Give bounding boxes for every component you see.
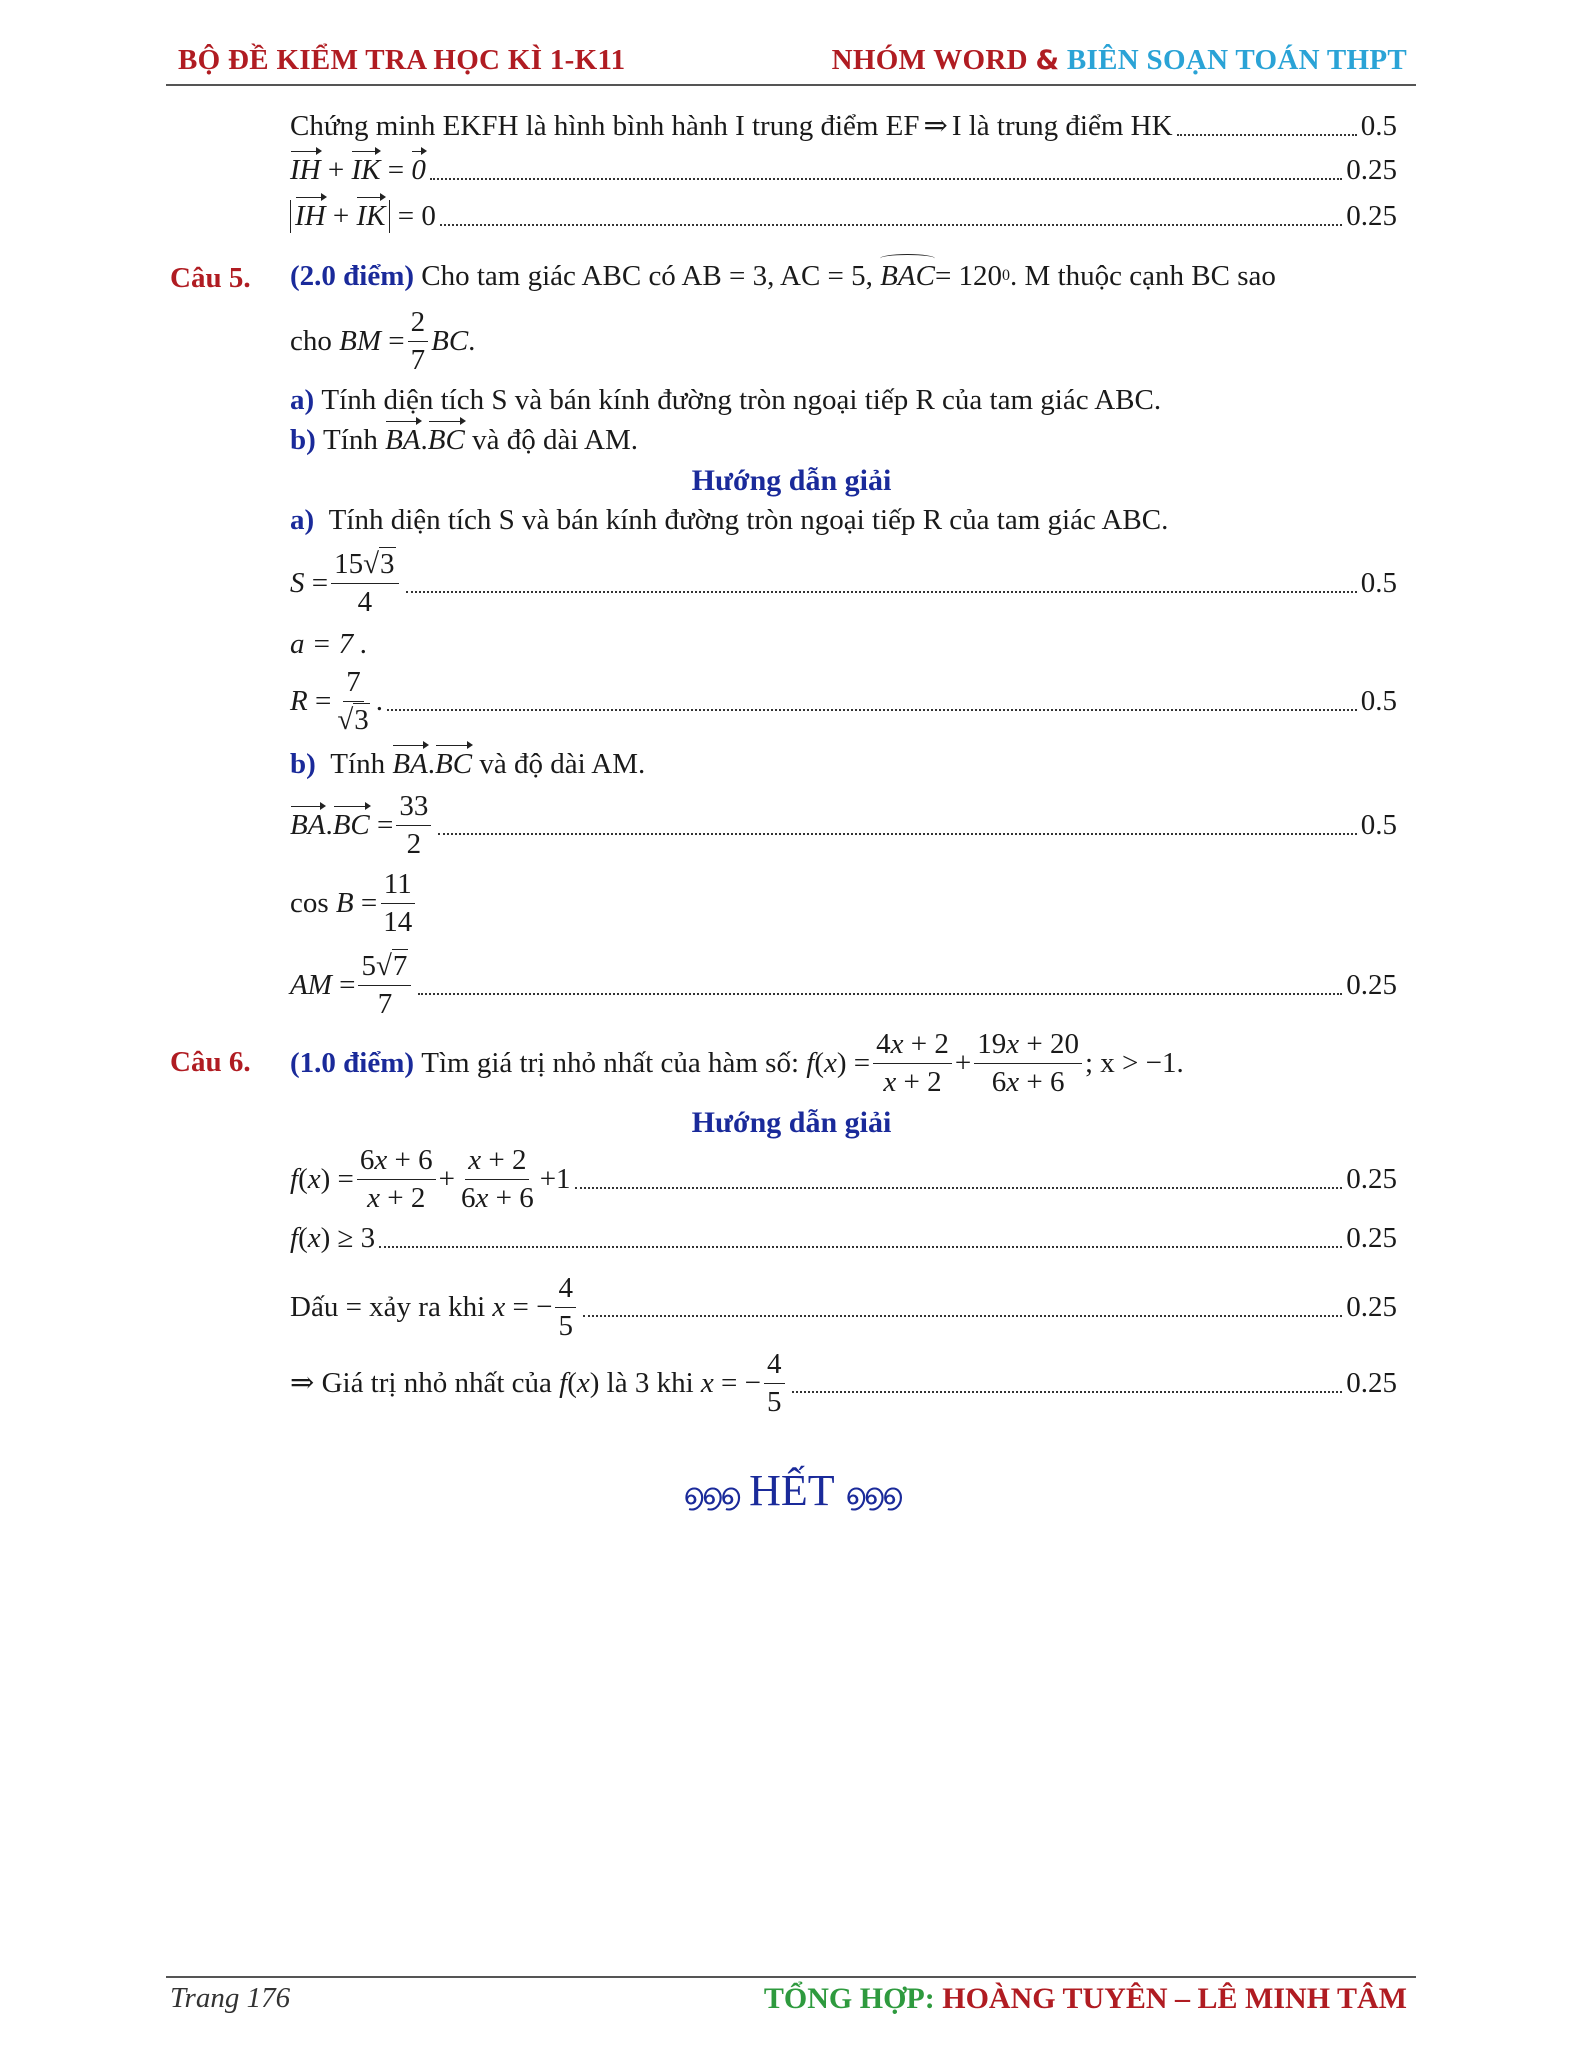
q6-intro-text: Tìm giá trị nhỏ nhất của hàm số: xyxy=(421,1047,800,1080)
q6-domain: ; x > −1. xyxy=(1084,1047,1184,1080)
q5-dot-product: BA . BC = $\frac{33}{2}$ 0.5 xyxy=(290,790,1397,861)
implies-arrow: ⇒ xyxy=(923,110,948,142)
points: 0.25 xyxy=(1346,1367,1397,1400)
points: 0.5 xyxy=(1360,809,1397,842)
fraction-s: $\frac{15√3}{4}$ xyxy=(331,548,398,620)
fraction-33-2: $\frac{33}{2}$ xyxy=(396,790,431,862)
fraction-11-14: $\frac{11}{14}$ xyxy=(380,868,415,940)
q6-line-4: ⇒ Giá trị nhỏ nhất của f ( x ) là 3 khi x = − $\frac{4}{5}$ 0.25 xyxy=(290,1348,1397,1419)
dot-leader xyxy=(387,709,1357,711)
q4-line-3: IH + IK = 0 0.25 xyxy=(290,200,1397,233)
dot-leader xyxy=(792,1391,1343,1393)
fraction-4-5: $\frac{4}{5}$ xyxy=(555,1272,576,1344)
dot-leader xyxy=(418,993,1342,995)
vector-bc: BC xyxy=(427,424,465,456)
question-6-label: Câu 6. xyxy=(170,1046,251,1078)
dot-leader xyxy=(438,833,1356,835)
points: 0.5 xyxy=(1360,685,1397,718)
sol-a-text: Tính diện tích S và bán kính đường tròn ngoại tiếp R của tam giác ABC. xyxy=(328,504,1169,536)
header-group-name: NHÓM WORD xyxy=(831,44,1028,76)
q5-sol-a xyxy=(290,504,1397,537)
part-b-text-2: và độ dài AM. xyxy=(472,424,639,456)
q5-r-formula: R = $\frac{7}{√3}$ . 0.5 xyxy=(290,666,1397,737)
q6-line-2: f ( x ) ≥ 3 0.25 xyxy=(290,1222,1397,1254)
fraction-am: $\frac{5√7}{7}$ xyxy=(358,950,411,1022)
q4-line1-text: Chứng minh EKFH là hình bình hành I trung điểm EF xyxy=(290,110,920,142)
angle-value: = 120 xyxy=(934,260,1003,292)
part-a-label: a) xyxy=(290,384,315,416)
degree-sup: 0 xyxy=(1002,267,1011,285)
zero-vector: 0 xyxy=(411,154,426,186)
points: 0.25 xyxy=(1346,1291,1397,1324)
q5-bm-condition: cho BM = $\frac{2}{7}$ BC . xyxy=(290,306,476,377)
sol-b-label: b) xyxy=(290,748,316,780)
fraction-q6-4: $\frac{x + 2}{6x + 6}$ xyxy=(460,1144,534,1215)
points: 0.25 xyxy=(1346,154,1397,186)
a-value: a = 7 . xyxy=(290,628,368,660)
q5-cho: cho xyxy=(290,325,332,358)
vector-ba: BA xyxy=(385,424,421,456)
q5-part-b: b) Tính BA . BC và độ dài AM. xyxy=(290,424,639,456)
q5-intro-text-2: . M thuộc cạnh BC sao xyxy=(1010,260,1276,292)
q4-line-2: IH + IK = 0 0.25 xyxy=(290,154,1397,186)
footer-authors: HOÀNG TUYÊN – LÊ MINH TÂM xyxy=(942,1982,1407,2015)
q4-line-1 xyxy=(290,110,1397,143)
dot-leader xyxy=(430,178,1342,180)
fraction-2-7: $\frac{2}{7}$ xyxy=(408,306,429,378)
vector-ik: IK xyxy=(351,154,381,186)
points: 0.25 xyxy=(1346,1163,1397,1196)
q6-line3-text: Dấu = xảy ra khi xyxy=(290,1291,486,1324)
implies-arrow: ⇒ xyxy=(290,1367,315,1400)
sol-a-label: a) xyxy=(290,504,315,536)
part-b-label: b) xyxy=(290,424,316,456)
question-5-label: Câu 5. xyxy=(170,262,251,294)
q6-intro: (1.0 điểm) Tìm giá trị nhỏ nhất của hàm số: f ( x ) = $\frac{4x + 2}{x + 2}$ + $\frac{19x + 20}{6x + 6}$ ; x > −1. xyxy=(290,1028,1184,1099)
footer-colon: : xyxy=(924,1982,935,2015)
q5-intro-text: Cho tam giác ABC có AB = 3, AC = 5, xyxy=(421,260,873,292)
q6-line4-text: Giá trị nhỏ nhất của xyxy=(321,1367,552,1400)
footer-rule xyxy=(166,1976,1416,1978)
sol-b-text: Tính xyxy=(330,748,386,780)
dot-leader xyxy=(406,591,1357,593)
part-b-text: Tính xyxy=(323,424,378,456)
end-text: HẾT xyxy=(749,1466,834,1515)
header-left-title: BỘ ĐỀ KIỂM TRA HỌC KÌ 1-K11 xyxy=(178,44,626,76)
points: 0.25 xyxy=(1346,200,1397,232)
q5-intro xyxy=(290,260,1397,293)
header-ampersand: & xyxy=(1035,45,1060,76)
q5-guide-title: Hướng dẫn giải xyxy=(691,464,892,497)
fraction-4-5-b: $\frac{4}{5}$ xyxy=(764,1348,785,1420)
end-marker xyxy=(0,1465,1583,1516)
sol-b-text-2: và độ dài AM. xyxy=(479,748,646,780)
header-group-name-2: BIÊN SOẠN TOÁN THPT xyxy=(1066,44,1407,76)
header-rule xyxy=(166,84,1416,86)
q5-cos-b: cos B = $\frac{11}{14}$ xyxy=(290,868,1397,940)
ornament-right-icon: ൭൭൭ xyxy=(844,1477,901,1511)
q5-sol-b: b) Tính BA . BC và độ dài AM. xyxy=(290,748,646,780)
q5-s-formula: S = $\frac{15√3}{4}$ 0.5 xyxy=(290,548,1397,619)
q4-line1-text2: I là trung điểm HK xyxy=(951,110,1173,142)
part-a-text: Tính diện tích S và bán kính đường tròn ngoại tiếp R của tam giác ABC. xyxy=(321,384,1162,416)
points: 0.5 xyxy=(1360,110,1397,142)
q5-a-value xyxy=(290,628,1397,661)
q6-line4-text-2: là 3 khi xyxy=(606,1367,694,1400)
dot-leader xyxy=(575,1187,1343,1189)
footer-credits xyxy=(764,1982,1407,2016)
fraction-q6-3: $\frac{6x + 6}{x + 2}$ xyxy=(357,1144,436,1216)
vector-ih: IH xyxy=(290,154,321,186)
ornament-left-icon: ൭൭൭ xyxy=(682,1477,739,1511)
header-right-title xyxy=(832,44,1407,77)
q6-line-1: f ( x ) = $\frac{6x + 6}{x + 2}$ + $\frac{x + 2}{6x + 6}$ +1 0.25 xyxy=(290,1144,1397,1215)
q6-score: (1.0 điểm) xyxy=(290,1047,415,1080)
dot-leader xyxy=(583,1315,1342,1317)
points: 0.25 xyxy=(1346,1222,1397,1254)
points: 0.25 xyxy=(1346,969,1397,1002)
q5-am: AM = $\frac{5√7}{7}$ 0.25 xyxy=(290,950,1397,1021)
q5-part-a xyxy=(290,384,1397,417)
dot-leader xyxy=(440,224,1342,226)
dot-leader xyxy=(1177,134,1357,136)
points: 0.5 xyxy=(1360,567,1397,600)
fraction-q6-1: $\frac{4x + 2}{x + 2}$ xyxy=(873,1028,952,1100)
q5-score: (2.0 điểm) xyxy=(290,260,415,292)
fraction-q6-2: $\frac{19x + 20}{6x + 6}$ xyxy=(974,1028,1082,1100)
page-number: Trang 176 xyxy=(170,1982,291,2014)
footer-label: TỔNG HỢP xyxy=(763,1982,925,2015)
angle-bac: BAC xyxy=(880,260,935,292)
q6-line-3: Dấu = xảy ra khi x = − $\frac{4}{5}$ 0.25 xyxy=(290,1272,1397,1343)
vector-abs: IH + IK xyxy=(290,200,390,233)
fraction-r: $\frac{7}{√3}$ xyxy=(337,666,369,737)
q6-guide-title: Hướng dẫn giải xyxy=(691,1106,892,1139)
dot-leader xyxy=(379,1246,1342,1248)
